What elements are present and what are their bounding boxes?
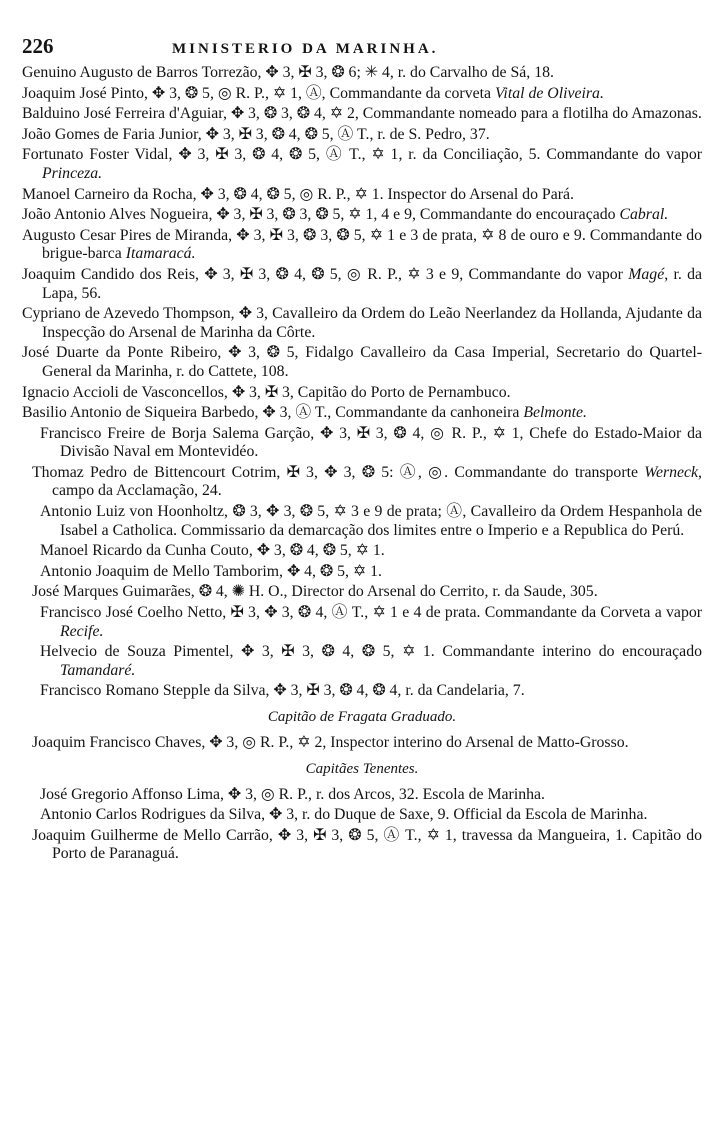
officer-entry	[22, 146, 702, 183]
entry-text: João Antonio Alves Nogueira, ✥ 3, ✠ 3, ❂ 3, ❂ 5, ✡ 1, 4 e 9, Commandante do encouraçado	[22, 206, 620, 224]
officer-list-fragata	[22, 734, 702, 753]
ship-name: Recife.	[60, 622, 104, 640]
officer-entry	[40, 542, 702, 561]
entry-text: Antonio Joaquim de Mello Tamborim, ✥ 4, ❂ 5, ✡ 1.	[40, 562, 382, 580]
officer-entry	[32, 827, 702, 864]
officer-entry	[22, 206, 702, 225]
entry-text: Cypriano de Azevedo Thompson, ✥ 3, Cavalleiro da Ordem do Leão Neerlandez da Hollanda, Ajudante da Inspecção do Arsenal de Marinha da Côrte.	[22, 305, 702, 341]
ship-name: Vital de Oliveira.	[494, 84, 604, 102]
entry-text: Antonio Carlos Rodrigues da Silva, ✥ 3, r. do Duque de Saxe, 9. Official da Escola de Marinha.	[40, 806, 648, 824]
entry-text: Joaquim Guilherme de Mello Carrão, ✥ 3, ✠ 3, ❂ 5, Ⓐ T., ✡ 1, travessa da Mangueira, 1. Capitão do Porto de Paranaguá.	[32, 826, 702, 863]
entry-text: João Gomes de Faria Junior, ✥ 3, ✠ 3, ❂ 4, ❂ 5, Ⓐ T., r. de S. Pedro, 37.	[22, 125, 490, 143]
entry-text: Joaquim José Pinto, ✥ 3, ❂ 5, ◎ R. P., ✡ 1, Ⓐ, Commandante da corveta	[22, 84, 495, 102]
officer-entry	[22, 384, 702, 403]
page-number: 226	[22, 34, 54, 58]
entry-text: José Marques Guimarães, ❂ 4, ✺ H. O., Director do Arsenal do Cerrito, r. da Saude, 305.	[32, 583, 598, 601]
officer-entry	[22, 85, 702, 104]
officer-entry	[40, 503, 702, 540]
entry-text: Ignacio Accioli de Vasconcellos, ✥ 3, ✠ 3, Capitão do Porto de Pernambuco.	[22, 383, 511, 401]
officer-entry	[22, 126, 702, 145]
entry-text: Augusto Cesar Pires de Miranda, ✥ 3, ✠ 3, ❂ 3, ❂ 5, ✡ 1 e 3 de prata, ✡ 8 de ouro e 9. Commandante do brigue-barca	[22, 226, 702, 263]
officer-entry	[32, 734, 702, 753]
entry-text: Basilio Antonio de Siqueira Barbedo, ✥ 3, Ⓐ T., Commandante da canhoneira	[22, 404, 524, 422]
officer-entry	[40, 786, 702, 805]
officer-entry	[32, 464, 702, 501]
section-heading-tenentes: Capitães Tenentes.	[305, 760, 419, 777]
officer-entry	[40, 563, 702, 582]
ship-name: Cabral.	[619, 206, 669, 224]
section-heading-fragata: Capitão de Fragata Graduado.	[267, 709, 457, 725]
ship-name: Tamandaré.	[60, 661, 136, 679]
entry-text-tail: , campo da Acclamação, 24.	[52, 463, 702, 500]
entry-text: José Duarte da Ponte Ribeiro, ✥ 3, ❂ 5, Fidalgo Cavalleiro da Casa Imperial, Secretario do Quartel-General da Marinha, r. do Cattete, 108.	[22, 344, 702, 380]
running-title: MINISTERIO DA MARINHA.	[172, 41, 439, 57]
officer-entry	[40, 643, 702, 680]
ship-name: Werneck	[644, 463, 699, 481]
entry-text: Fortunato Foster Vidal, ✥ 3, ✠ 3, ❂ 4, ❂ 5, Ⓐ T., ✡ 1, r. da Conciliação, 5. Commandante do vapor	[22, 146, 702, 164]
entry-text: Helvecio de Souza Pimentel, ✥ 3, ✠ 3, ❂ 4, ❂ 5, ✡ 1. Commandante interino do encouraçado	[40, 643, 702, 661]
officer-entry	[22, 266, 702, 303]
officer-entry	[40, 604, 702, 641]
entry-text: Antonio Luiz von Hoonholtz, ❂ 3, ✥ 3, ❂ 5, ✡ 3 e 9 de prata; Ⓐ, Cavalleiro da Ordem Hespanhola de Isabel a Catholica. Commissario da demarcação dos limites entre o Imperio e a Republica do Perú.	[40, 503, 702, 539]
entry-text: Joaquim Francisco Chaves, ✥ 3, ◎ R. P., ✡ 2, Inspector interino do Arsenal de Matto-Grosso.	[32, 734, 629, 751]
officer-list-tenentes	[22, 786, 702, 864]
officer-entry	[32, 583, 702, 602]
entry-text: Francisco Romano Stepple da Silva, ✥ 3, ✠ 3, ❂ 4, ❂ 4, r. da Candelaria, 7.	[40, 682, 525, 700]
ship-name: Itamaracá.	[125, 245, 196, 263]
officer-entry	[40, 806, 702, 825]
officer-entry	[22, 404, 702, 423]
officer-entry	[22, 305, 702, 342]
entry-text: Francisco José Coelho Netto, ✠ 3, ✥ 3, ❂ 4, Ⓐ T., ✡ 1 e 4 de prata. Commandante da Corveta a vapor	[40, 604, 702, 622]
entry-text: Balduino José Ferreira d'Aguiar, ✥ 3, ❂ 3, ❂ 4, ✡ 2, Commandante nomeado para a flotilha do Amazonas.	[22, 105, 702, 123]
officer-entry	[22, 227, 702, 264]
ship-name: Belmonte.	[523, 404, 587, 422]
document-page	[22, 34, 702, 866]
entry-text: Francisco Freire de Borja Salema Garção, ✥ 3, ✠ 3, ❂ 4, ◎ R. P., ✡ 1, Chefe do Estado-Maior da Divisão Naval em Montevidéo.	[40, 424, 702, 461]
entry-text: Genuino Augusto de Barros Torrezão, ✥ 3, ✠ 3, ❂ 6; ✳ 4, r. do Carvalho de Sá, 18.	[22, 64, 554, 81]
officer-entry	[22, 186, 702, 205]
entry-text: Manoel Ricardo da Cunha Couto, ✥ 3, ❂ 4, ❂ 5, ✡ 1.	[40, 542, 385, 560]
officer-entry	[40, 682, 702, 701]
officer-entry	[40, 425, 702, 462]
officer-entry	[22, 105, 702, 124]
entry-text: José Gregorio Affonso Lima, ✥ 3, ◎ R. P., r. dos Arcos, 32. Escola de Marinha.	[40, 785, 545, 803]
officer-entry	[22, 64, 702, 83]
page-header	[22, 34, 702, 64]
officer-list-main	[22, 64, 702, 701]
officer-entry	[22, 344, 702, 381]
entry-text: Thomaz Pedro de Bittencourt Cotrim, ✠ 3, ✥ 3, ❂ 5: Ⓐ, ◎. Commandante do transporte	[32, 463, 645, 481]
entry-text: Manoel Carneiro da Rocha, ✥ 3, ❂ 4, ❂ 5, ◎ R. P., ✡ 1. Inspector do Arsenal do Pará.	[22, 185, 574, 203]
entry-text-tail: , r. da Lapa, 56.	[42, 265, 702, 302]
ship-name: Magé	[628, 265, 665, 283]
entry-text: Joaquim Candido dos Reis, ✥ 3, ✠ 3, ❂ 4, ❂ 5, ◎ R. P., ✡ 3 e 9, Commandante do vapor	[22, 265, 629, 283]
ship-name: Princeza.	[42, 164, 103, 182]
